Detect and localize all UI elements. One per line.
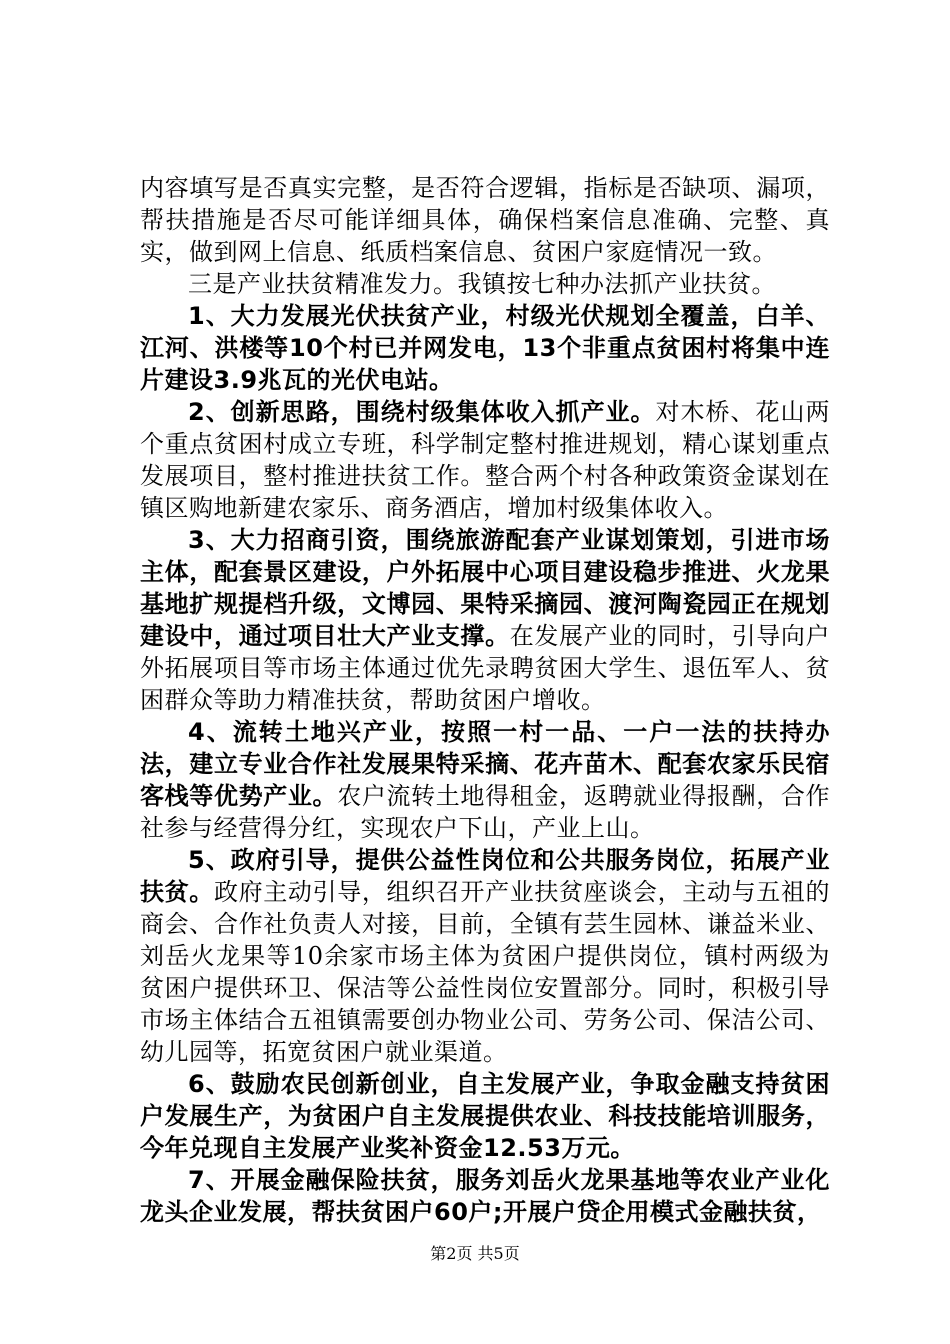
paragraph-4-text: 在发展产业的同时，引导向户外拓展项目等市场主体通过优先录聘贫困大学生、退伍军人、贫困群众等助力精准扶贫，帮助贫困户增收。 (140, 622, 831, 714)
paragraph-6 (140, 844, 830, 1068)
paragraph-8-lead: 7、开展金融保险扶贫，服务刘岳火龙果基地等农业产业化龙头企业发展，帮扶贫困户60户;开展户贷企用模式金融扶贫， (140, 1166, 830, 1226)
paragraph-2-lead: 1、大力发展光伏扶贫产业，村级光伏规划全覆盖，白羊、江河、洪楼等10个村已并网发电，13个非重点贫困村将集中连片建设3.9兆瓦的光伏电站。 (140, 302, 830, 394)
paragraph-3-lead: 2、创新思路，围绕村级集体收入抓产业。 (188, 398, 656, 426)
paragraph-5-text: 农户流转土地得租金，返聘就业得报酬，合作社参与经营得分红，实现农户下山，产业上山。 (140, 782, 831, 842)
paragraph-7-lead: 6、鼓励农民创新创业，自主发展产业，争取金融支持贫困户发展生产，为贫困户自主发展提供农业、科技技能培训服务，今年兑现自主发展产业奖补资金12.53万元。 (140, 1070, 830, 1162)
paragraph-1 (140, 268, 830, 300)
paragraph-6-text: 政府主动引导，组织召开产业扶贫座谈会，主动与五祖的商会、合作社负责人对接，目前，全镇有芸生园林、谦益米业、刘岳火龙果等10余家市场主体为贫困户提供岗位，镇村两级为贫困户提供环卫、保洁等公益性岗位安置部分。同时，积极引导市场主体结合五祖镇需要创办物业公司、劳务公司、保洁公司、幼儿园等，拓宽贫困户就业渠道。 (140, 878, 831, 1066)
paragraph-2 (140, 300, 830, 396)
paragraph-7 (140, 1068, 830, 1164)
paragraph-4-lead: 3、大力招商引资，围绕旅游配套产业谋划策划，引进市场主体，配套景区建设，户外拓展中心项目建设稳步推进、火龙果基地扩规提档升级，文博园、果特采摘园、渡河陶瓷园正在规划建设中，通过项目壮大产业支撑。 (140, 526, 830, 650)
document-body (140, 172, 830, 1228)
paragraph-8 (140, 1164, 830, 1228)
paragraph-0 (140, 172, 830, 268)
paragraph-5 (140, 716, 830, 844)
page-number-footer: 第2页 共5页 (430, 1244, 520, 1263)
paragraph-4 (140, 524, 830, 716)
paragraph-3 (140, 396, 830, 524)
paragraph-0-text: 内容填写是否真实完整，是否符合逻辑，指标是否缺项、漏项，帮扶措施是否尽可能详细具体，确保档案信息准确、完整、真实，做到网上信息、纸质档案信息、贫困户家庭情况一致。 (140, 174, 830, 266)
paragraph-5-lead: 4、流转土地兴产业，按照一村一品、一户一法的扶持办法，建立专业合作社发展果特采摘、花卉苗木、配套农家乐民宿客栈等优势产业。 (140, 718, 830, 810)
paragraph-3-text: 对木桥、花山两个重点贫困村成立专班，科学制定整村推进规划，精心谋划重点发展项目，整村推进扶贫工作。整合两个村各种政策资金谋划在镇区购地新建农家乐、商务酒店，增加村级集体收入。 (140, 398, 830, 522)
paragraph-1-text: 三是产业扶贫精准发力。我镇按七种办法抓产业扶贫。 (188, 270, 776, 298)
paragraph-6-lead: 5、政府引导，提供公益性岗位和公共服务岗位，拓展产业扶贫。 (140, 846, 830, 906)
